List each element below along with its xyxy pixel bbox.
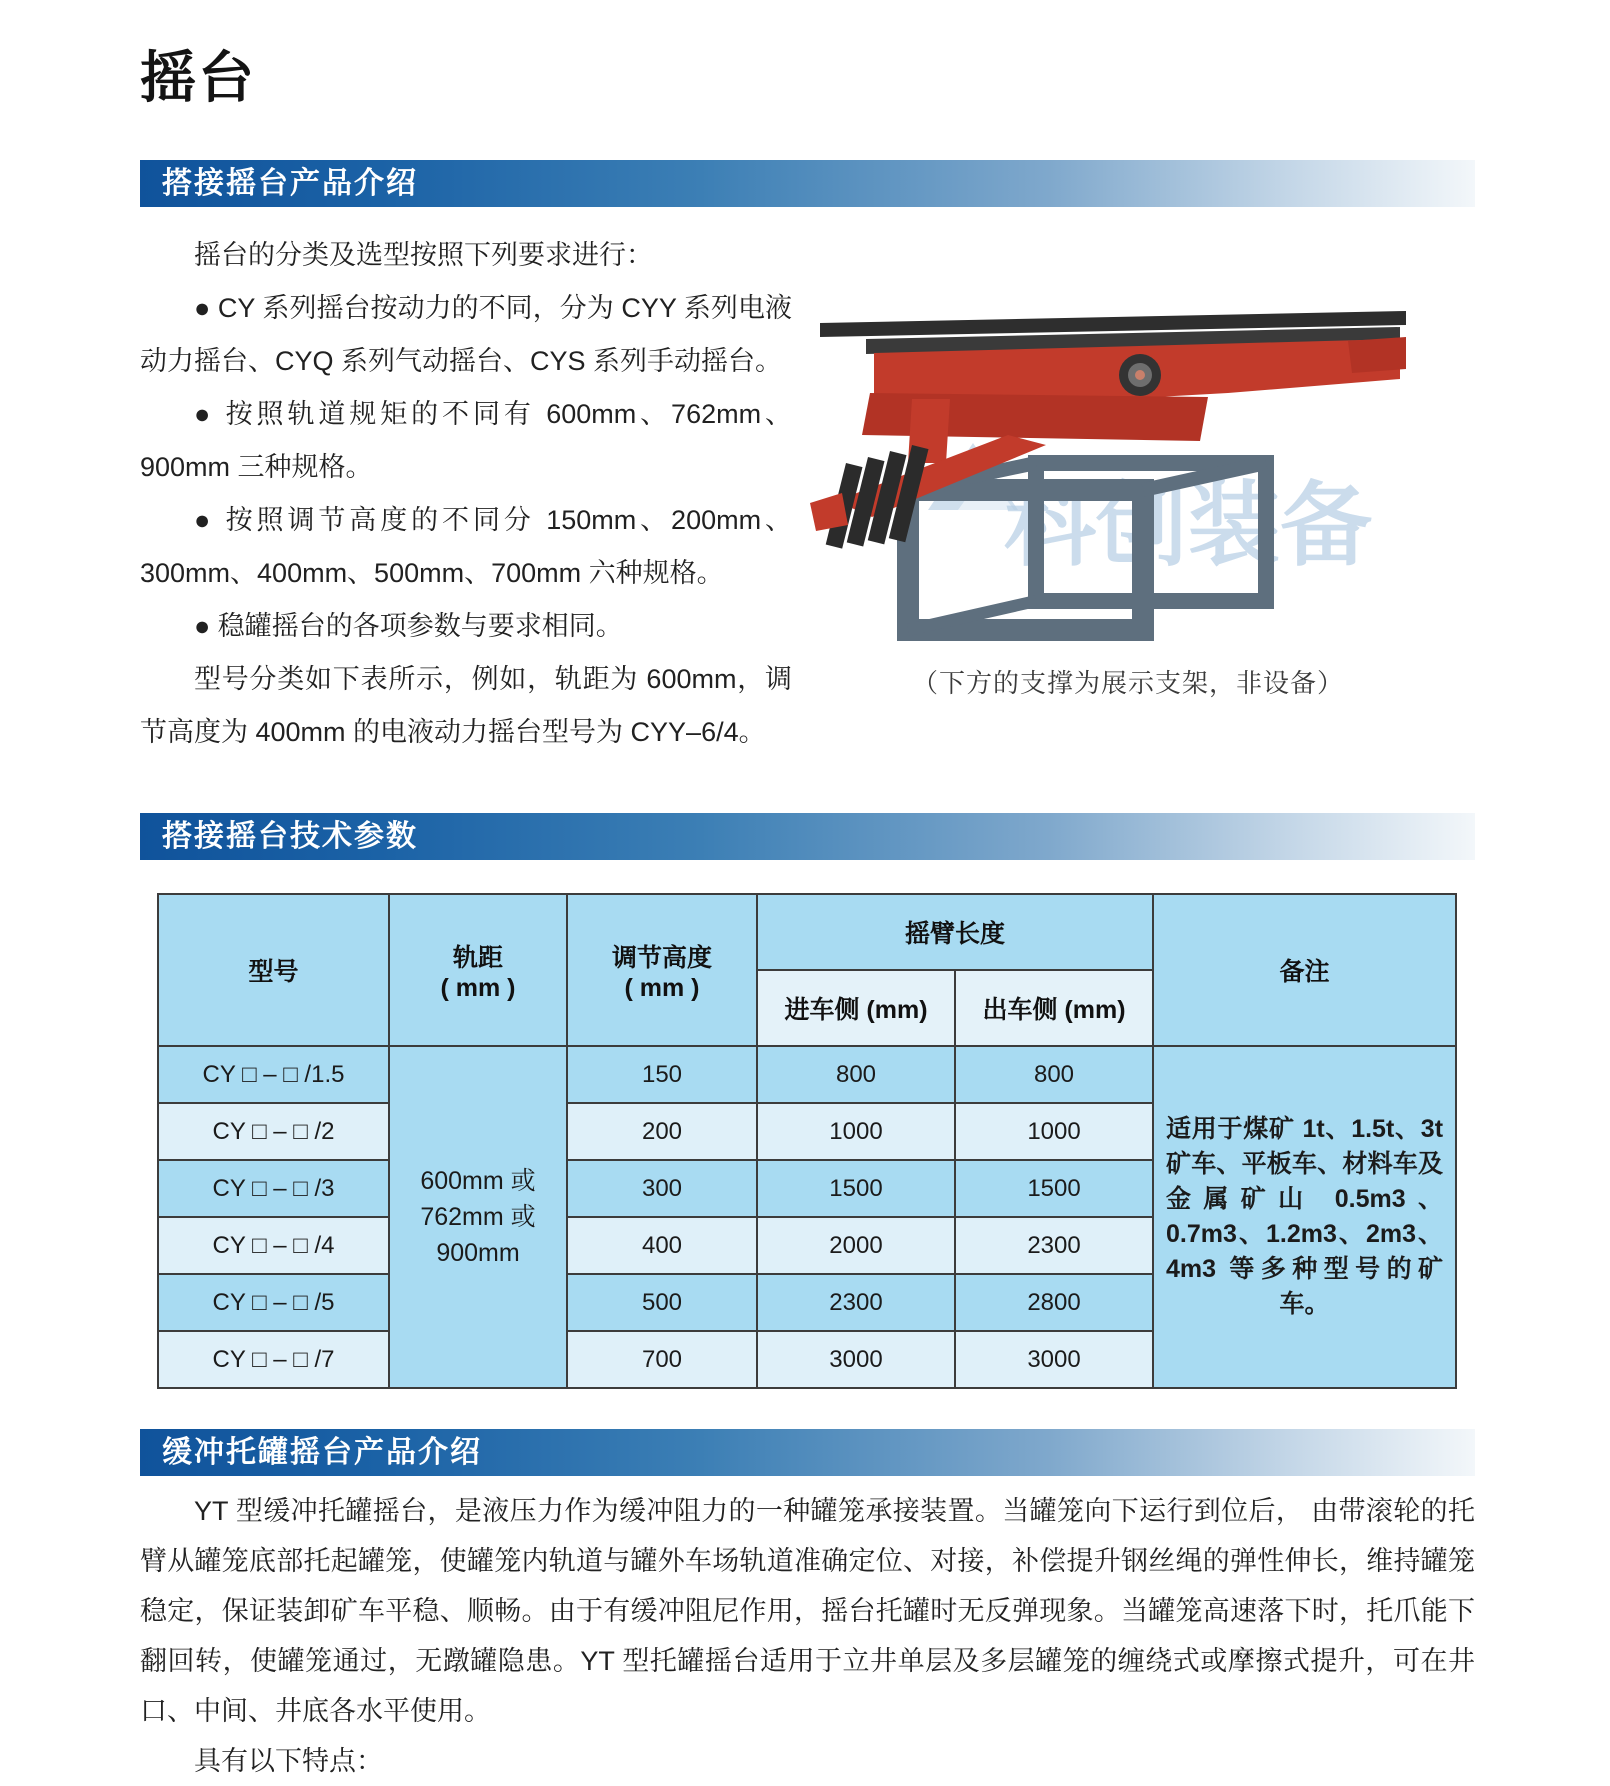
cell-height: 200: [567, 1103, 757, 1160]
figure-caption: （下方的支撑为展示支架，非设备）: [911, 668, 1344, 698]
intro-model-note: 型号分类如下表所示，例如，轨距为 600mm，调节高度为 400mm 的电液动力摇台型号为 CYY–6/4。: [140, 664, 792, 747]
col-header-gauge: 轨距 ( mm ): [389, 894, 567, 1046]
table-row: [158, 1046, 1456, 1103]
cell-model: CY □ – □ /3: [158, 1160, 389, 1217]
buffer-paragraph: YT 型缓冲托罐摇台，是液压力作为缓冲阻力的一种罐笼承接装置。当罐笼向下运行到位后， 由带滚轮的托臂从罐笼底部托起罐笼，使罐笼内轨道与罐外车场轨道准确定位、对接，补偿提升钢丝绳的弹性伸长，维持罐笼稳定，保证装卸矿车平稳、顺畅。由于有缓冲阻尼作用，摇台托罐时无反弹现象。当罐笼高速落下时，托爪能下翻回转，使罐笼通过，无蹾罐隐患。YT 型托罐摇台适用于立井单层及多层罐笼的缠绕式或摩擦式提升，可在井口、中间、井底各水平使用。: [140, 1496, 1475, 1726]
cell-arm-in: 1500: [757, 1160, 955, 1217]
buffer-text-block: [140, 1486, 1475, 1786]
cell-arm-out: 3000: [955, 1331, 1153, 1388]
cell-arm-in: 800: [757, 1046, 955, 1103]
cell-arm-out: 2800: [955, 1274, 1153, 1331]
section-header-intro: 搭接摇台产品介绍: [140, 160, 1475, 207]
section-header-params: 搭接摇台技术参数: [140, 813, 1475, 860]
watermark-text: 科创装备: [1003, 475, 1373, 577]
product-photo: [808, 295, 1448, 655]
machine-left-tip: [810, 493, 848, 531]
intro-bullet-1: ● CY 系列摇台按动力的不同，分为 CYY 系列电液动力摇台、CYQ 系列气动摇台、CYS 系列手动摇台。: [140, 293, 792, 376]
product-figure: [808, 295, 1448, 707]
cell-height: 150: [567, 1046, 757, 1103]
intro-bullet-3: ● 按照调节高度的不同分 150mm、200mm、300mm、400mm、500mm、700mm 六种规格。: [140, 505, 792, 588]
cell-arm-out: 1000: [955, 1103, 1153, 1160]
col-header-arm-in: 进车侧 (mm): [757, 970, 955, 1046]
section-header-buffer: 缓冲托罐摇台产品介绍: [140, 1429, 1475, 1476]
cell-height: 500: [567, 1274, 757, 1331]
buffer-features-lead: 具有以下特点：: [194, 1746, 383, 1776]
cell-model: CY □ – □ /4: [158, 1217, 389, 1274]
machine-hub-center: [1135, 370, 1145, 380]
cell-model: CY □ – □ /5: [158, 1274, 389, 1331]
intro-bullet-2: ● 按照轨道规矩的不同有 600mm、762mm、900mm 三种规格。: [140, 399, 792, 482]
intro-text-column: [140, 229, 792, 759]
col-header-arm: 摇臂长度: [757, 894, 1153, 970]
cell-arm-in: 3000: [757, 1331, 955, 1388]
intro-area: [140, 207, 1475, 780]
page-title: 摇台: [140, 46, 256, 109]
intro-bullet-4: ● 稳罐摇台的各项参数与要求相同。: [194, 611, 623, 641]
params-table: [157, 893, 1457, 1389]
cell-height: 300: [567, 1160, 757, 1217]
cell-height: 700: [567, 1331, 757, 1388]
col-header-arm-out: 出车侧 (mm): [955, 970, 1153, 1046]
cell-model: CY □ – □ /1.5: [158, 1046, 389, 1103]
col-header-height: 调节高度 ( mm ): [567, 894, 757, 1046]
cell-arm-out: 1500: [955, 1160, 1153, 1217]
cell-arm-out: 2300: [955, 1217, 1153, 1274]
cell-gauge-merged: 600mm 或 762mm 或 900mm: [389, 1046, 567, 1388]
cell-height: 400: [567, 1217, 757, 1274]
cell-model: CY □ – □ /2: [158, 1103, 389, 1160]
cell-arm-in: 2000: [757, 1217, 955, 1274]
cell-remark-merged: 适用于煤矿 1t、1.5t、3t 矿车、平板车、材料车及金属矿山 0.5m3、0.7m3、1.2m3、2m3、4m3 等多种型号的矿车。: [1153, 1046, 1456, 1388]
page-content: [140, 0, 1475, 1786]
machine-right-bracket: [1348, 337, 1406, 373]
intro-lead: 摇台的分类及选型按照下列要求进行：: [194, 240, 653, 270]
cell-arm-in: 2300: [757, 1274, 955, 1331]
col-header-remark: 备注: [1153, 894, 1456, 1046]
cell-arm-in: 1000: [757, 1103, 955, 1160]
cell-model: CY □ – □ /7: [158, 1331, 389, 1388]
col-header-model: 型号: [158, 894, 389, 1046]
cell-arm-out: 800: [955, 1046, 1153, 1103]
